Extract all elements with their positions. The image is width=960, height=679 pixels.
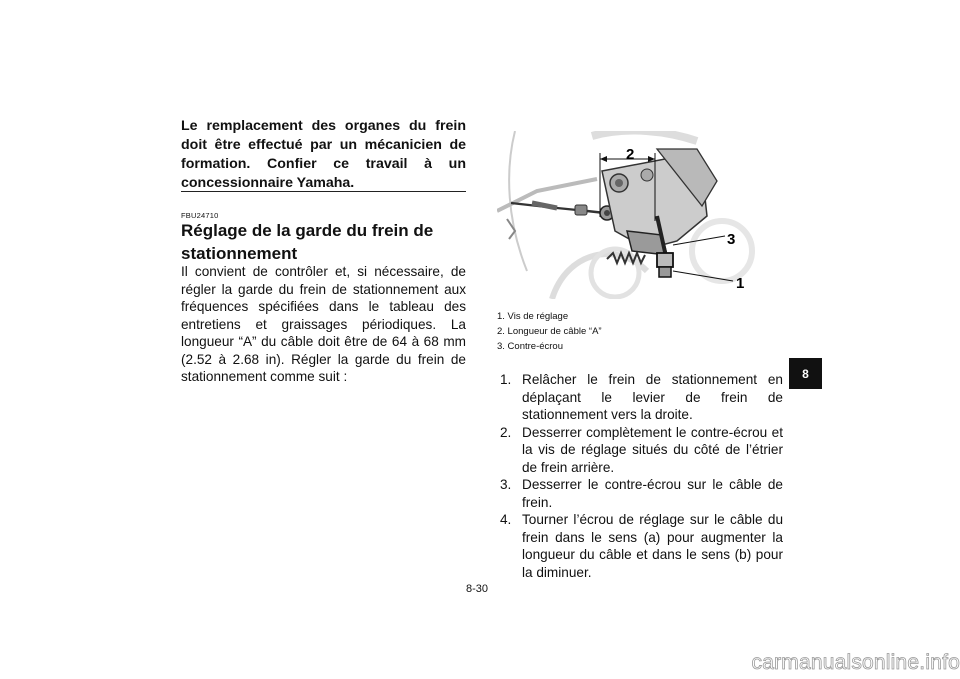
step-number: 1. xyxy=(500,372,512,387)
divider-rule xyxy=(181,191,466,192)
callout-3: 3 xyxy=(727,231,736,248)
page-number: 8-30 xyxy=(466,583,489,595)
callout-2: 2 xyxy=(626,146,635,163)
watermark: carmanualsonline.info xyxy=(751,651,960,674)
step-item xyxy=(500,511,783,581)
step-item xyxy=(500,476,783,511)
caption-2: 2. Longueur de câble “A” xyxy=(497,326,602,337)
step-text: Relâcher le frein de stationnement en déplaçant le levier de frein de stationnement vers la droite. xyxy=(522,372,783,422)
step-text: Desserrer le contre-écrou sur le câble de frein. xyxy=(522,477,783,510)
callout-1: 1 xyxy=(736,275,745,292)
section-heading: Réglage de la garde du frein de stationnement xyxy=(181,221,434,263)
procedure-steps xyxy=(500,371,783,581)
step-number: 2. xyxy=(500,424,512,440)
caption-3: 3. Contre-écrou xyxy=(497,341,564,352)
parking-brake-figure xyxy=(497,131,759,299)
step-item xyxy=(500,371,783,424)
chapter-tab: 8 xyxy=(789,358,822,389)
warning-text: Le remplacement des organes du frein doit être effectué par un mécanicien de formation. Confier ce travail à un concessionnaire Yamaha. xyxy=(181,118,466,191)
figure-captions xyxy=(497,309,602,354)
step-text: Tourner l’écrou de réglage sur le câble du frein dans le sens (a) pour augmenter la longueur du câble et dans le sens (b) pour la diminuer. xyxy=(522,512,783,580)
step-item xyxy=(500,424,783,477)
caption-1: 1. Vis de réglage xyxy=(497,311,569,322)
step-number: 3. xyxy=(500,477,512,492)
section-code: FBU24710 xyxy=(181,211,219,220)
step-number: 4. xyxy=(500,512,512,527)
intro-paragraph: Il convient de contrôler et, si nécessaire, de régler la garde du frein de stationnement aux fréquences spécifiées dans le tableau des entretiens et graissages périodiques. La longueur “A” du câble doit être de 64 à 68 mm (2.52 à 2.68 in). Régler la garde du frein de stationnement comme suit : xyxy=(181,264,466,384)
step-text: Desserrer complètement le contre-écrou et la vis de réglage situés du côté de l’étrier de frein arrière. xyxy=(522,424,783,475)
